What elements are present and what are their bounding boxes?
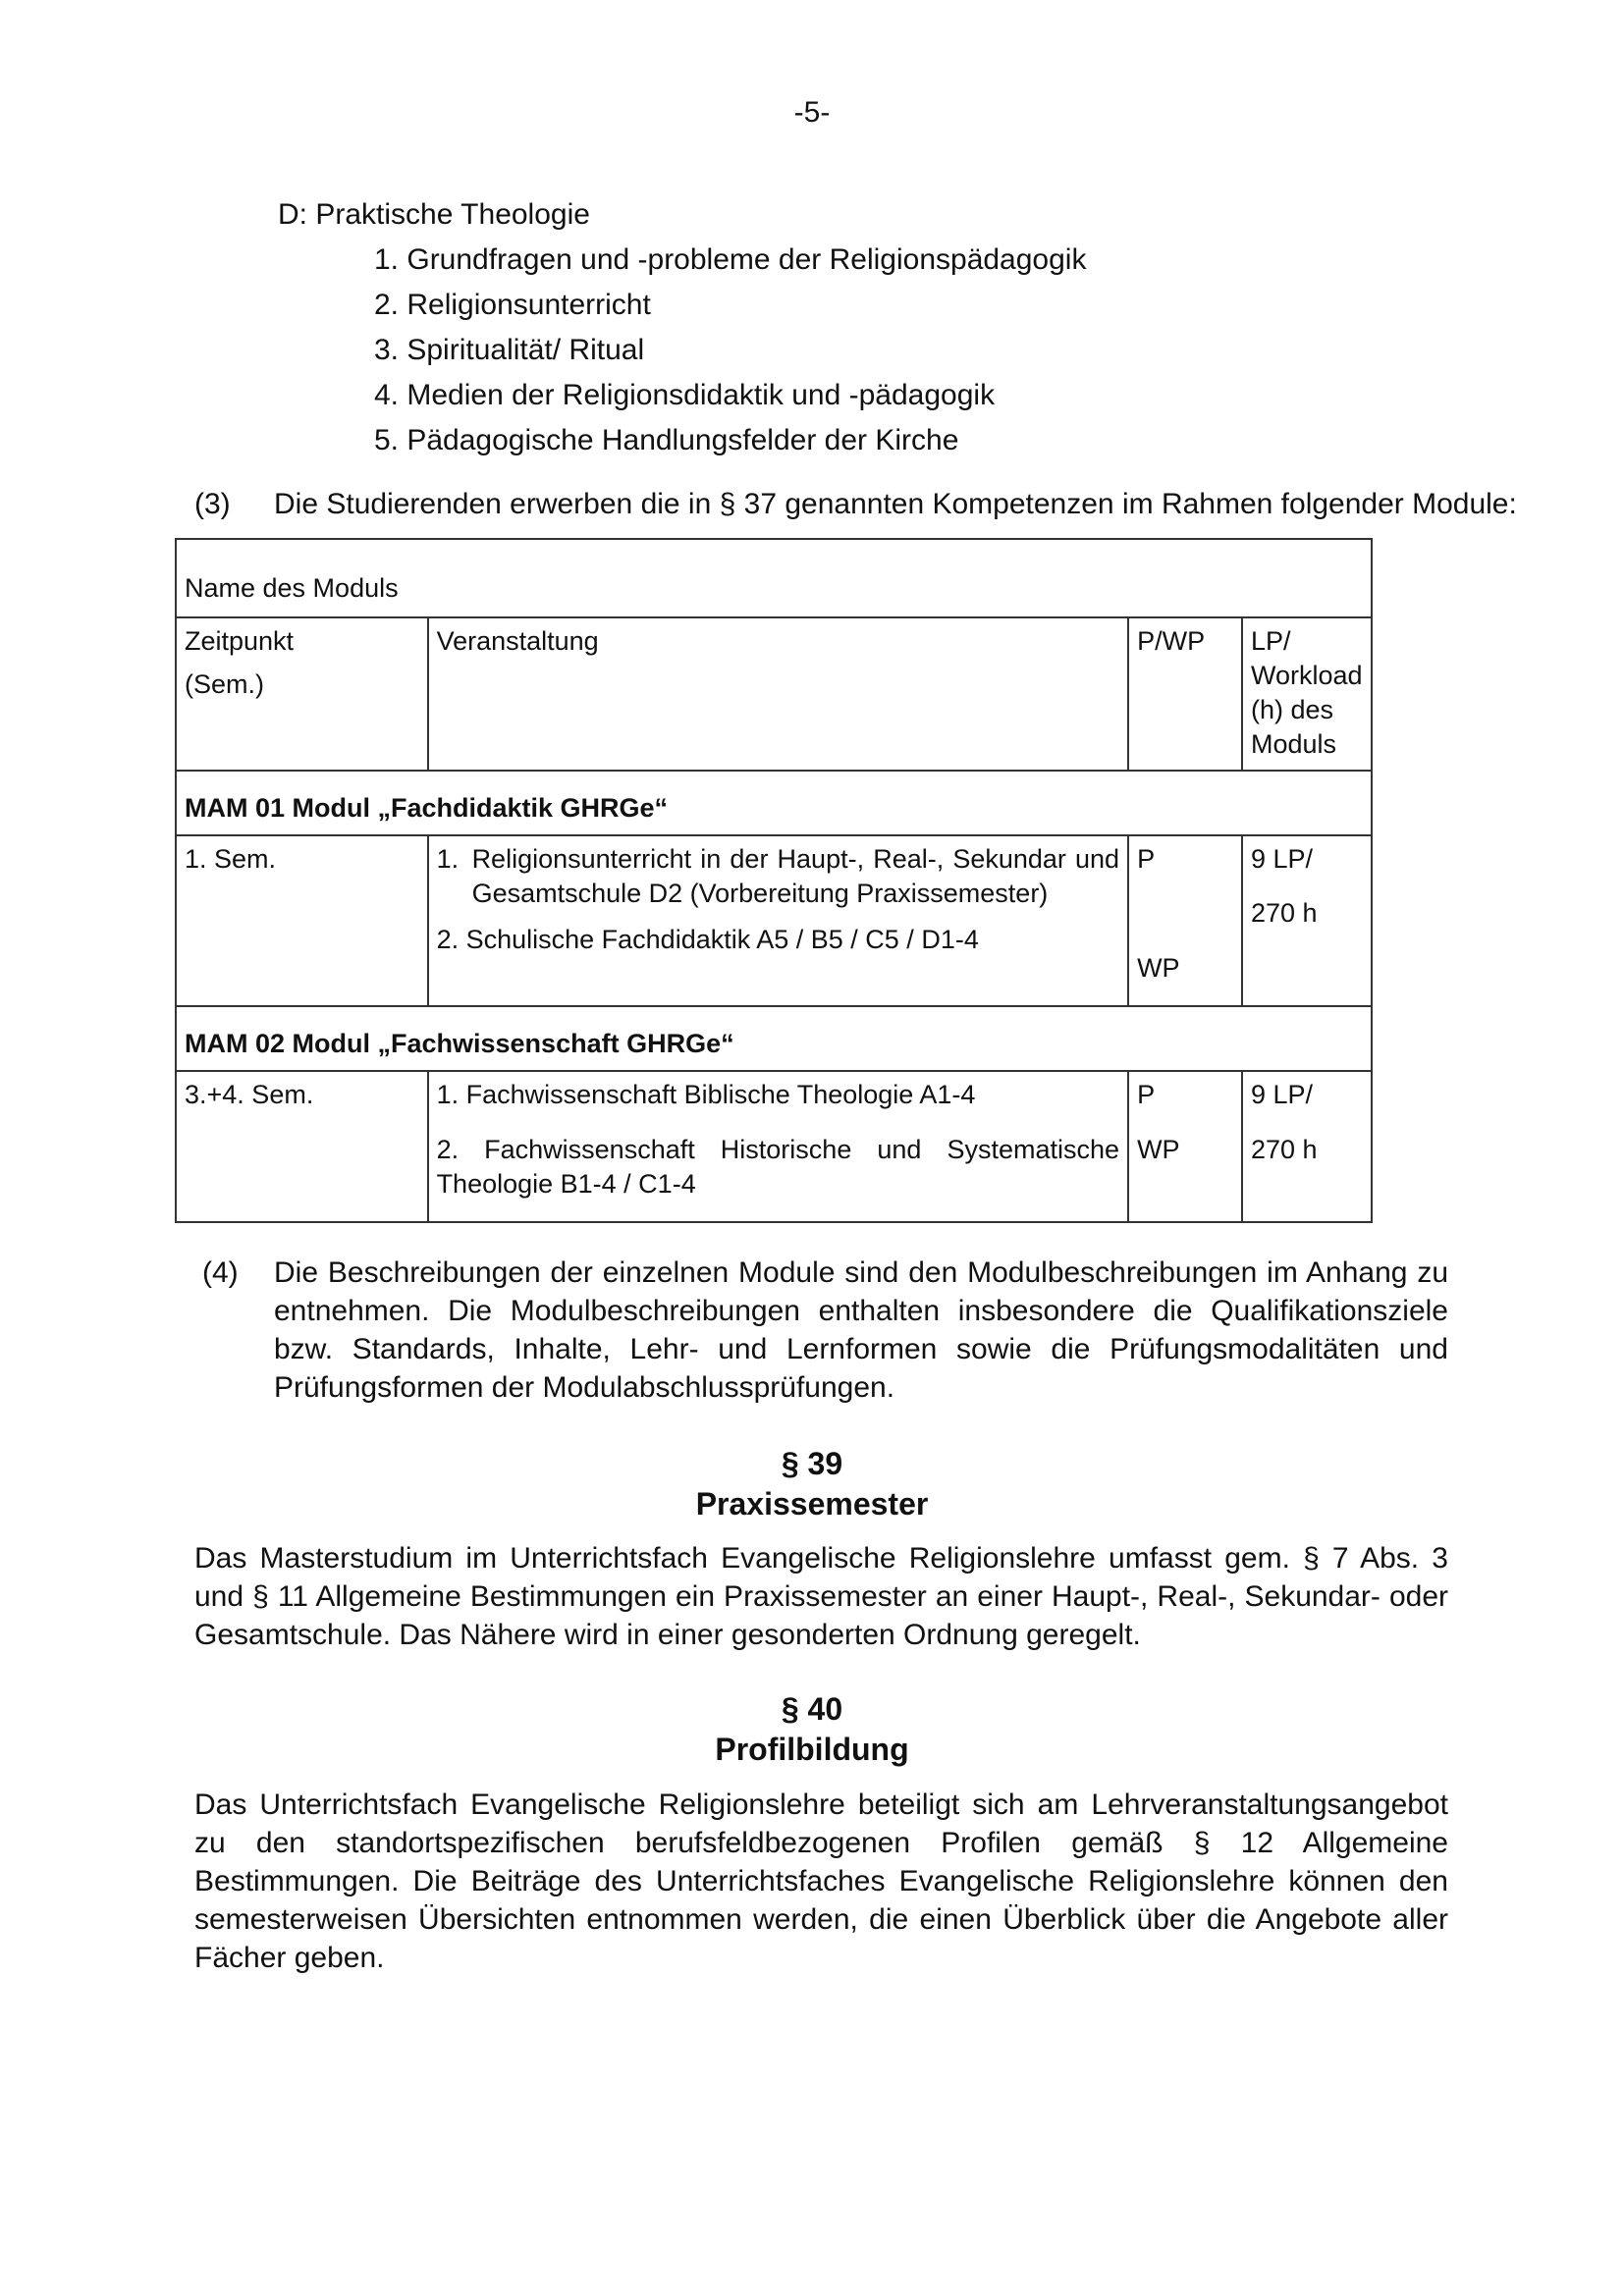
module2-p: P (1137, 1080, 1156, 1109)
section39-title: Praxissemester (695, 1486, 929, 1522)
module1-item-1-text: Religionsunterricht in der Haupt-, Real-, Sekundar und Gesamtschule D2 (Vorbereitung Praxissemester) (471, 844, 1120, 908)
section-d-item-2: 2. Religionsunterricht (374, 289, 651, 321)
section-d-item-5: 5. Pädagogische Handlungsfelder der Kirche (374, 424, 959, 456)
col-lp-line-4: Moduls (1250, 729, 1337, 759)
module2-title: MAM 02 Modul „Fachwissenschaft GHRGe“ (185, 1029, 734, 1058)
section40-number: § 40 (781, 1691, 843, 1727)
col-p-wp: P/WP (1137, 626, 1206, 656)
section-d-title: D: Praktische Theologie (278, 198, 590, 231)
col-lp-line-2: Workload (1250, 661, 1363, 690)
table-header-row-columns (176, 617, 1372, 771)
section39-number: § 39 (781, 1446, 843, 1481)
module2-workload: 270 h (1250, 1135, 1318, 1164)
section-d-item-3: 3. Spiritualität/ Ritual (374, 334, 645, 366)
section40-title: Profilbildung (715, 1732, 909, 1767)
col-zeitpunkt: Zeitpunkt (185, 626, 295, 656)
section39-text: Das Masterstudium im Unterrichtsfach Evangelische Religionslehre umfasst gem. § 7 Abs. 3 und § 11 Allgemeine Bestimmungen ein Praxissemester an einer Haupt-, Real-, Sekundar- oder Gesamtschule. Das Nähere wird in einer gesonderten Ordnung geregelt. (194, 1542, 1448, 1651)
module1-item-1 (437, 842, 1120, 911)
module2-item-2: 2. Fachwissenschaft Historische und Systematische Theologie B1-4 / C1-4 (436, 1135, 1120, 1199)
section-d-item-1: 1. Grundfragen und -probleme der Religionspädagogik (374, 243, 1087, 276)
module1-item-1-number: 1. (436, 844, 460, 874)
module2-wp: WP (1137, 1135, 1180, 1164)
module1-title-row (176, 771, 1372, 835)
para4-text: Die Beschreibungen der einzelnen Module sind den Modulbeschreibungen im Anhang zu entnehmen. Die Modulbeschreibungen enthalten insbesondere die Qualifikationsziele bzw. Standards, Inhalte, Lehr- und Lernformen sowie die Prüfungsmodalitäten und Prüfungsformen der Modulabschlussprüfungen. (274, 1256, 1448, 1404)
module1-p: P (1137, 844, 1156, 874)
module2-zeitpunkt: 3.+4. Sem. (185, 1080, 314, 1109)
module1-lp: 9 LP/ (1250, 844, 1314, 874)
module1-workload: 270 h (1250, 898, 1318, 928)
section-d-item-4: 4. Medien der Religionsdidaktik und -pädagogik (374, 379, 996, 411)
module2-title-row (176, 1006, 1372, 1071)
module1-item-2: 2. Schulische Fachdidaktik A5 / B5 / C5 / D1-4 (436, 925, 979, 954)
module1-title: MAM 01 Modul „Fachdidaktik GHRGe“ (185, 793, 669, 823)
module2-row (176, 1071, 1372, 1222)
col-lp-line-3: (h) des (1250, 695, 1334, 724)
para4-number: (4) (202, 1256, 239, 1289)
col-lp-line-1: LP/ (1250, 626, 1291, 656)
module1-row (176, 835, 1372, 1006)
module-table (175, 538, 1373, 1223)
para3-text: Die Studierenden erwerben die in § 37 genannten Kompetenzen im Rahmen folgender Module: (274, 488, 1517, 520)
module1-wp: WP (1137, 953, 1180, 983)
col-zeitpunkt-sub: (Sem.) (185, 669, 264, 699)
module2-lp: 9 LP/ (1250, 1080, 1314, 1109)
col-veranstaltung: Veranstaltung (436, 626, 599, 656)
header-name-des-moduls: Name des Moduls (185, 573, 399, 603)
page-number: -5- (793, 96, 831, 129)
module2-item-1: 1. Fachwissenschaft Biblische Theologie A1-4 (436, 1080, 976, 1109)
module1-zeitpunkt: 1. Sem. (185, 844, 277, 874)
section40-text: Das Unterrichtsfach Evangelische Religionslehre beteiligt sich am Lehrveranstaltungsangebot zu den standortspezifischen berufsfeldbezogenen Profilen gemäß § 12 Allgemeine Bestimmungen. Die Beiträge des Unterrichtsfaches Evangelische Religionslehre können den semesterweisen Übersichten entnommen werden, die einen Überblick über die Angebote aller Fächer geben. (194, 1789, 1448, 1974)
para3-number: (3) (194, 488, 231, 520)
table-header-row-name (176, 539, 1372, 617)
